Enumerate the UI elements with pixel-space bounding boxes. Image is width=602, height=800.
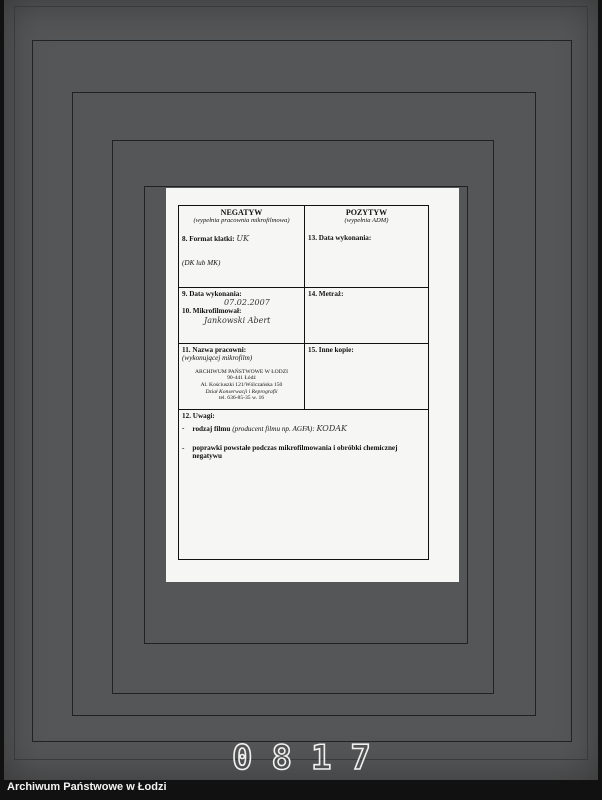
film-type-value: KODAK [316,424,348,434]
stamp-line-5: tel. 636-85-35 w. 16 [218,395,265,402]
pracownia-label: 11. Nazwa pracowni: [182,346,247,354]
uwagi-label: 12. Uwagi: [182,412,215,420]
pracownia-sub: (wykonującej mikrofilm) [182,354,253,363]
format-hint: (DK lub MK) [182,259,221,268]
format-label: 8. Format klatki: [182,234,235,243]
stamp-line-1: ARCHIWUM PAŃSTWOWE W ŁODZI [195,368,288,375]
stamp-line-3: Al. Kościuszki 121/Wólczańska 150 [200,381,283,388]
bullet-film-type [182,424,425,433]
microfilm-card [166,188,459,582]
pozytyw-cell [305,206,429,288]
archive-caption: Archiwum Państwowe w Łodzi [7,781,167,793]
format-value: UK [236,233,250,243]
pracownia-cell [179,344,305,410]
bullet-mark: - [182,424,185,433]
stamp-line-2: 90-441 Łódź [227,375,256,382]
bullet-corrections [182,444,425,461]
microfilm-form [178,205,429,560]
negatyw-subtitle: (wypełnia pracownia mikrofilmowa) [193,217,290,225]
frame-counter: 0817 [232,738,390,778]
inne-kopie-cell [305,344,429,410]
bullet-mark: - [182,443,185,452]
operator-signature: Jankowski Abert [204,315,271,325]
corrections-text: poprawki powstałe podczas mikrofilmowania i obróbki chemicznej negatywu [192,443,398,460]
film-type-label: rodzaj filmu [192,425,231,434]
metraz-label: 14. Metraż: [308,290,344,298]
date-mikrofilm-cell [179,288,305,344]
archive-stamp [182,369,301,403]
date-value: 07.02.2007 [224,298,270,308]
pozytyw-subtitle: (wypełnia ADM) [344,217,389,225]
negatyw-cell [179,206,305,288]
operator-label: 10. Mikrofilmował: [182,307,242,316]
pozytyw-title: POZYTYW [345,208,388,217]
stamp-line-4: Dział Konserwacji i Reprografii [205,388,278,395]
negatyw-title: NEGATYW [220,208,263,217]
metraz-cell [305,288,429,344]
date-label: 9. Data wykonania: [182,290,242,298]
uwagi-cell [179,410,429,560]
film-type-hint: (producent filmu np. AGFA): [232,425,315,434]
inne-kopie-label: 15. Inne kopie: [308,346,354,354]
pozytyw-date-label: 13. Data wykonania: [308,233,372,242]
